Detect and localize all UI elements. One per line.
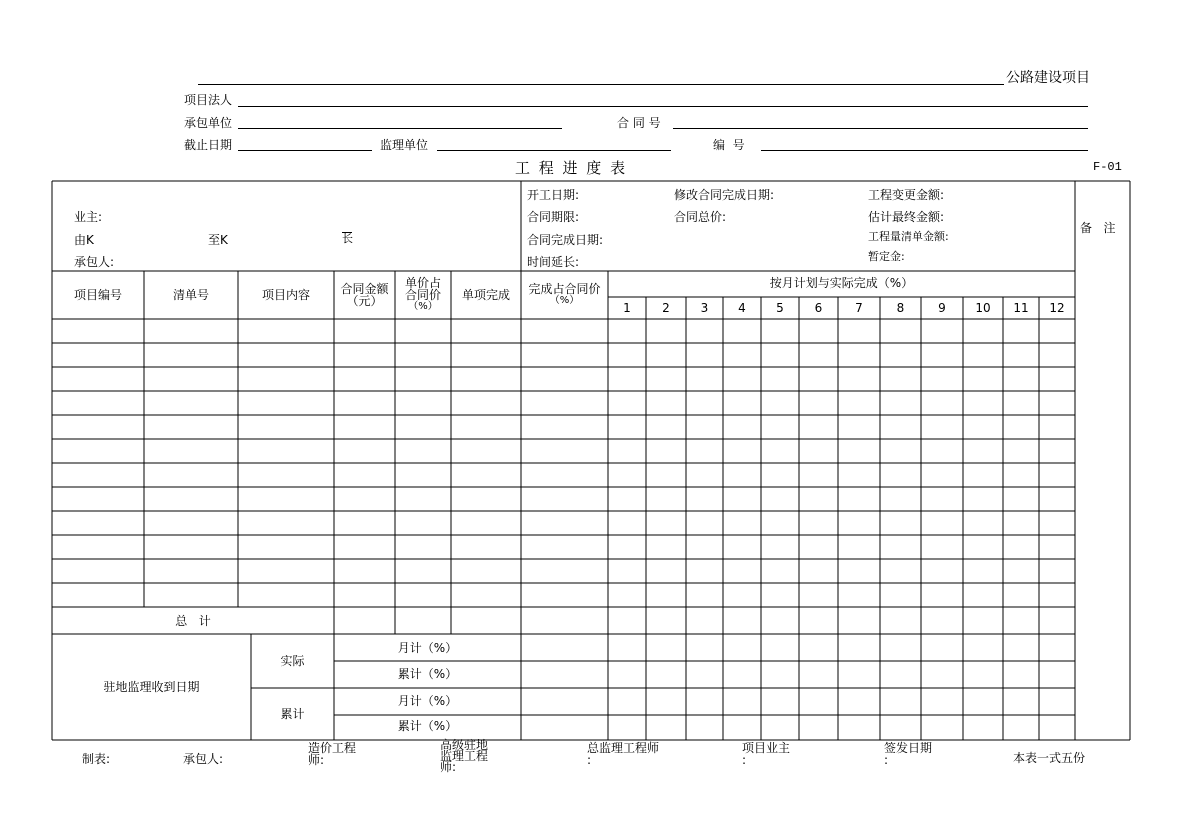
- info-to-k: 至K: [208, 233, 228, 247]
- month-5: 5: [776, 301, 784, 315]
- footer-chief-label: 总监理工程师: [587, 741, 660, 755]
- col-price-ratio: [395, 277, 451, 313]
- col-amount: [334, 283, 395, 307]
- month-10: 10: [975, 301, 991, 315]
- col-ratio-l2: （%）: [549, 295, 580, 306]
- footer-chief-colon: :: [587, 753, 592, 767]
- info-owner: 业主:: [74, 210, 103, 224]
- month-1: 1: [623, 301, 631, 315]
- info-time-extension: 时间延长:: [527, 255, 580, 269]
- deadline-label: 截止日期: [184, 138, 233, 152]
- info-length-mark: 长: [342, 232, 353, 245]
- actual-month-pct: 月计（%）: [397, 641, 458, 655]
- footer-chief: [587, 742, 659, 766]
- month-2: 2: [662, 301, 670, 315]
- col-price-l3: （%）: [408, 301, 438, 312]
- month-3: 3: [700, 301, 709, 315]
- info-contract-total: 合同总价:: [674, 210, 727, 224]
- col-item-done: 单项完成: [461, 288, 510, 302]
- col-done-ratio: [521, 283, 608, 307]
- cum-month-pct: 月计（%）: [397, 694, 458, 708]
- project-owner-label: 项目法人: [184, 93, 233, 107]
- cumulative-label: 累计: [280, 707, 305, 721]
- footer-senior-l1: 高级驻地: [440, 738, 489, 752]
- col-item-no: 项目编号: [73, 288, 122, 302]
- supervisor-label: 监理单位: [380, 138, 429, 152]
- number-label: 编 号: [713, 138, 745, 152]
- col-monthly: 按月计划与实际完成（%）: [769, 276, 914, 290]
- footer-cost-engineer-l1: 造价工程: [308, 741, 357, 755]
- month-6: 6: [814, 301, 823, 315]
- footer-contractor: 承包人:: [183, 752, 224, 766]
- col-ratio-l1: 完成占合同价: [528, 282, 601, 296]
- info-revised-completion: 修改合同完成日期:: [674, 188, 775, 202]
- info-from-k: 由K: [74, 233, 94, 247]
- month-12: 12: [1049, 301, 1065, 315]
- footer-issue-date-label: 签发日期: [884, 741, 933, 755]
- footer-issue-date-colon: :: [884, 753, 889, 767]
- info-quantity-list: 工程量清单金额:: [868, 230, 949, 243]
- info-length: [342, 226, 353, 244]
- actual-cum-pct: 累计（%）: [397, 667, 458, 681]
- contractor-label: 承包单位: [184, 116, 233, 130]
- footer-maker: 制表:: [82, 752, 111, 766]
- month-4: 4: [738, 301, 746, 315]
- footer-cost-engineer: [308, 742, 356, 766]
- footer-issue-date: [884, 742, 932, 766]
- footer-cost-engineer-l2: 师:: [308, 753, 325, 767]
- col-bill-no: 清单号: [172, 288, 209, 302]
- month-11: 11: [1013, 301, 1029, 315]
- month-8: 8: [896, 301, 905, 315]
- col-amount-l1: 合同金额: [340, 282, 389, 296]
- contract-no-label: 合 同 号: [617, 116, 661, 130]
- info-contractor: 承包人:: [74, 255, 115, 269]
- project-type: 公路建设项目: [1006, 70, 1090, 86]
- month-7: 7: [855, 301, 863, 315]
- footer-project-owner-label: 项目业主: [742, 741, 791, 755]
- footer-senior-engineer: [440, 740, 488, 773]
- col-content: 项目内容: [261, 288, 310, 302]
- col-price-l1: 单价占: [404, 276, 441, 290]
- footer-senior-l2: 监理工程: [440, 749, 489, 763]
- remarks-label: 备 注: [1080, 221, 1116, 235]
- month-9: 9: [938, 301, 946, 315]
- col-amount-l2: （元）: [346, 294, 383, 308]
- info-provisional: 暂定金:: [868, 250, 905, 263]
- actual-label: 实际: [280, 654, 305, 668]
- receipt-date-label: 驻地监理收到日期: [103, 680, 200, 694]
- footer-project-owner: [742, 742, 790, 766]
- footer-copies: 本表一式五份: [1013, 751, 1086, 765]
- cum-cum-pct: 累计（%）: [397, 719, 458, 733]
- info-estimated-final: 估计最终金额:: [868, 210, 945, 224]
- col-price-l2: 合同价: [404, 288, 441, 302]
- info-contract-period: 合同期限:: [527, 210, 580, 224]
- footer-project-owner-colon: :: [742, 753, 747, 767]
- form-code: F-01: [1093, 160, 1122, 174]
- total-label: 总 计: [175, 614, 211, 628]
- form-title: 工 程 进 度 表: [515, 159, 628, 177]
- footer-senior-l3: 师:: [440, 760, 457, 774]
- info-start-date: 开工日期:: [527, 188, 580, 202]
- info-contract-completion: 合同完成日期:: [527, 233, 604, 247]
- info-change-amount: 工程变更金额:: [868, 188, 945, 202]
